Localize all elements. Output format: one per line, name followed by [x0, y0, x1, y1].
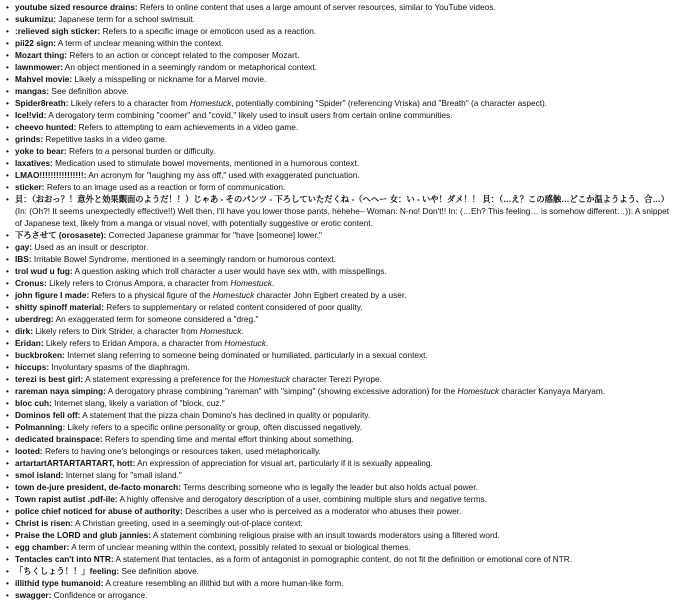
glossary-item [6, 337, 676, 349]
glossary-definition: Likely refers to Cronus Ampora, a character from [46, 278, 231, 288]
work-title: Homestuck [248, 374, 290, 384]
glossary-item [6, 61, 676, 73]
glossary-definition: Refers to an action or concept related to the composer Mozart. [67, 50, 300, 60]
glossary-item [6, 517, 676, 529]
glossary-definition: An expression of appreciation for visual art, particularly if it is sexually appealing. [135, 458, 433, 468]
work-title: Homestuck [199, 326, 242, 336]
glossary-item [6, 145, 676, 157]
glossary-definition: A statement combining religious praise with an insult towards moderators using a filtered word. [151, 530, 500, 540]
glossary-item [6, 493, 676, 505]
glossary-definition-tail: . [241, 326, 244, 336]
glossary-definition: Likely refers to Dirk Strider, a character from [32, 326, 200, 336]
glossary-item [6, 37, 676, 49]
glossary-term: illithid type humanoid: [15, 578, 104, 588]
glossary-term: Christ is risen: [15, 518, 74, 528]
glossary-definition: Refers to a specific image or emoticon used as a reaction. [100, 26, 317, 36]
glossary-term: youtube sized resource drains: [15, 2, 138, 12]
glossary-definition: Refers to a personal burden or difficulty. [66, 146, 216, 156]
glossary-definition-tail: , potentially combining "Spider" (referencing Vriska) and "Breath" (a character aspect). [231, 98, 548, 108]
glossary-item [6, 229, 676, 241]
glossary-definition: Internet slang for "small island." [63, 470, 182, 480]
glossary-item [6, 541, 676, 553]
glossary-item [6, 433, 676, 445]
glossary-item [6, 577, 676, 589]
glossary-term: shitty spinoff material: [15, 302, 104, 312]
glossary-item [6, 13, 676, 25]
glossary-definition: Used as an insult or descriptor. [32, 242, 149, 252]
glossary-term: lawnmower: [15, 62, 63, 72]
glossary-definition: A term of unclear meaning within the context, possibly related to sexual or biological themes. [69, 542, 411, 552]
glossary-term: artartartARTARTARTART, hott: [15, 458, 136, 468]
glossary-term: gay: [15, 242, 33, 252]
glossary-term: Polmanning: [15, 422, 66, 432]
glossary-definition-tail: character John Egbert created by a user. [254, 290, 407, 300]
glossary-term: yoke to bear: [15, 146, 67, 156]
glossary-item [6, 133, 676, 145]
glossary-item [6, 553, 676, 565]
glossary-item [6, 289, 676, 301]
glossary-definition: Likely refers to a character from [68, 98, 190, 108]
glossary-item [6, 373, 676, 385]
glossary-definition: Internet slang, likely a variation of "block, cuz." [51, 398, 225, 408]
glossary-definition: Internet slang referring to someone being dominated or humiliated, particularly in a sexual context. [64, 350, 428, 360]
glossary-item [6, 1, 676, 13]
glossary-term: looted: [15, 446, 43, 456]
glossary-term: egg chamber: [15, 542, 70, 552]
glossary-item [6, 169, 676, 181]
glossary-list [6, 1, 676, 601]
glossary-item [6, 397, 676, 409]
glossary-definition: Refers to supplementary or related content considered of poor quality. [103, 302, 363, 312]
glossary-definition: Refers to attempting to earn achievements in a video game. [76, 122, 299, 132]
glossary-definition: A question asking which troll character a user would have sex with, with misspellings. [72, 266, 387, 276]
glossary-item [6, 349, 676, 361]
work-title: Homestuck [212, 290, 255, 300]
glossary-definition: A highly offensive and derogatory description of a user, combining multiple slurs and negative terms. [117, 494, 487, 504]
glossary-term: Tentacles can't into NTR: [15, 554, 114, 564]
glossary-term: sticker: [15, 182, 45, 192]
glossary-definition: Describes a user who is perceived as a moderator who abuses their power. [182, 506, 462, 516]
glossary-definition: A derogatory phrase combining "rareman" with "simping" (showing excessive adoration) for the [105, 386, 458, 396]
glossary-definition: Japanese term for a school swimsuit. [56, 14, 195, 24]
glossary-item [6, 85, 676, 97]
glossary-definition: Likely a misspelling or nickname for a Marvel movie. [72, 74, 267, 84]
glossary-item [6, 385, 676, 397]
glossary-definition: Medication used to stimulate bowel movements, mentioned in a humorous context. [52, 158, 360, 168]
glossary-term: sukumizu: [15, 14, 57, 24]
glossary-definition: A statement that tentacles, as a form of antagonist in pornographic content, do not fit the definition or emotional core of NTR. [113, 554, 573, 564]
glossary-term: john figure I made: [15, 290, 90, 300]
glossary-item [6, 253, 676, 265]
glossary-term: Spider8reath: [15, 98, 69, 108]
glossary-item [6, 97, 676, 109]
glossary-item [6, 121, 676, 133]
glossary-definition: An acronym for "laughing my ass off," used with exaggerated punctuation. [86, 170, 360, 180]
glossary-term: Cronus: [15, 278, 47, 288]
glossary-item [6, 361, 676, 373]
glossary-definition: Corrected Japanese grammar for "have [someone] lower." [106, 230, 323, 240]
glossary-item [6, 457, 676, 469]
glossary-term: grinds: [15, 134, 44, 144]
glossary-definition: Terms describing someone who is legally the leader but also holds actual power. [180, 482, 478, 492]
glossary-definition: Refers to a physical figure of the [89, 290, 213, 300]
glossary-term: 「ちくしょう！！」feeling: [15, 566, 120, 576]
glossary-item [6, 481, 676, 493]
glossary-definition: Likely refers to a specific online personality or group, often discussed negatively. [65, 422, 363, 432]
glossary-item [6, 565, 676, 577]
glossary-term: dirk: [15, 326, 33, 336]
glossary-term: bloc cuh: [15, 398, 52, 408]
glossary-definition: Refers to having one's belongings or resources taken, used metaphorically. [42, 446, 321, 456]
glossary-term: buckbroken: [15, 350, 65, 360]
glossary-item [6, 241, 676, 253]
glossary-term: Icel!vid: [15, 110, 47, 120]
glossary-definition: Refers to an image used as a reaction or form of communication. [44, 182, 286, 192]
glossary-item [6, 73, 676, 85]
glossary-definition: A statement that the pizza chain Domino's has declined in quality or popularity. [80, 410, 371, 420]
glossary-item [6, 277, 676, 289]
glossary-item [6, 421, 676, 433]
work-title: Homestuck [189, 98, 232, 108]
glossary-definition: A statement expressing a preference for the [83, 374, 249, 384]
glossary-item [6, 529, 676, 541]
glossary-item [6, 325, 676, 337]
work-title: Homestuck [230, 278, 272, 288]
glossary-definition: A creature resembling an illithid but with a more human-like form. [103, 578, 344, 588]
glossary-item [6, 49, 676, 61]
glossary-item [6, 109, 676, 121]
glossary-term: trol wud u fug: [15, 266, 73, 276]
glossary-definition: Refers to spending time and mental effort thinking about something. [102, 434, 354, 444]
glossary-term: Praise the LORD and glub jannies: [15, 530, 151, 540]
glossary-term: laxatives: [15, 158, 53, 168]
glossary-definition: A derogatory term combining "coomer" and "covid," likely used to insult users from certain online communities. [46, 110, 453, 120]
glossary-term: cheevo hunted: [15, 122, 77, 132]
glossary-item [6, 469, 676, 481]
glossary-term: police chief noticed for abuse of authority: [15, 506, 183, 516]
glossary-item [6, 301, 676, 313]
glossary-term: hiccups: [15, 362, 50, 372]
glossary-definition: Irritable Bowel Syndrome, mentioned in a seemingly random or humorous context. [31, 254, 336, 264]
glossary-definition: Repetitive tasks in a video game. [43, 134, 168, 144]
glossary-term: pii22 sign: [15, 38, 57, 48]
glossary-definition: An exaggerated term for someone considered a "dreg." [53, 314, 259, 324]
glossary-term: Town rapist autist .pdf-ile: [15, 494, 118, 504]
glossary-term: rareman naya simping: [15, 386, 106, 396]
glossary-definition: Confidence or arrogance. [51, 590, 148, 600]
glossary-item [6, 265, 676, 277]
glossary-term: smol island: [15, 470, 64, 480]
glossary-item [6, 193, 676, 229]
glossary-definition-tail: character Terezi Pyrope. [289, 374, 382, 384]
glossary-term: Mahvel movie: [15, 74, 73, 84]
glossary-item [6, 313, 676, 325]
work-title: Homestuck [457, 386, 500, 396]
glossary-term: :relieved sigh sticker: [15, 26, 101, 36]
glossary-definition: Involuntary spasms of the diaphragm. [49, 362, 190, 372]
glossary-term: 貝：（おおっ？！意外と効果覿面のようだ！！）じゃあ - そのパンツ - 下ろしていただくね -（へへー 女：い - いや！ダメ！！ 貝：（…え？この感触…どこか温ようよう、合…） [15, 194, 670, 204]
glossary-definition: A term of unclear meaning within the context. [56, 38, 224, 48]
work-title: Homestuck [224, 338, 266, 348]
glossary-term: LMAO!!!!!!!!!!!!!!!!: [15, 170, 87, 180]
glossary-term: mangas: [15, 86, 50, 96]
glossary-item [6, 505, 676, 517]
glossary-term: Eridan: [15, 338, 44, 348]
glossary-term: IBS: [15, 254, 32, 264]
glossary-item [6, 25, 676, 37]
glossary-item [6, 445, 676, 457]
glossary-term: 下ろさせて (orosasete): [15, 230, 107, 240]
glossary-term: Dominos fell off: [15, 410, 81, 420]
glossary-definition: An object mentioned in a seemingly random or metaphorical context. [62, 62, 318, 72]
glossary-definition: See definition above. [49, 86, 129, 96]
glossary-definition-tail: character Kanyaya Maryam. [499, 386, 606, 396]
glossary-definition: Likely refers to Eridan Ampora, a character from [43, 338, 225, 348]
glossary-term: uberdreg: [15, 314, 54, 324]
glossary-item [6, 589, 676, 601]
glossary-definition: Refers to online content that uses a large amount of server resources, similar to YouTube videos. [137, 2, 496, 12]
glossary-item [6, 157, 676, 169]
glossary-term: Mozart thing: [15, 50, 68, 60]
glossary-definition-tail: . [265, 338, 269, 348]
glossary-term: swagger: [15, 590, 52, 600]
glossary-definition-tail: . [271, 278, 275, 288]
glossary-term: dedicated brainspace: [15, 434, 103, 444]
glossary-term: town de-jure president, de-facto monarch: [15, 482, 181, 492]
glossary-item [6, 409, 676, 421]
glossary-definition: See definition above. [119, 566, 199, 576]
glossary-item [6, 181, 676, 193]
glossary-term: terezi is best girl: [15, 374, 84, 384]
glossary-definition: A Christian greeting, used in a seemingly out-of-place context. [73, 518, 303, 528]
glossary-definition: (In: (Oh?! It seems unexpectedly effective!!) Well then, I'll have you lower those pants, hehehe– Woman: N-no! Don't!! In: (…Eh? This feeling… is somehow different…)): A snippet of Japanese text, likely from a manga or visual novel, with potentially suggestive or erotic content. [15, 206, 670, 228]
